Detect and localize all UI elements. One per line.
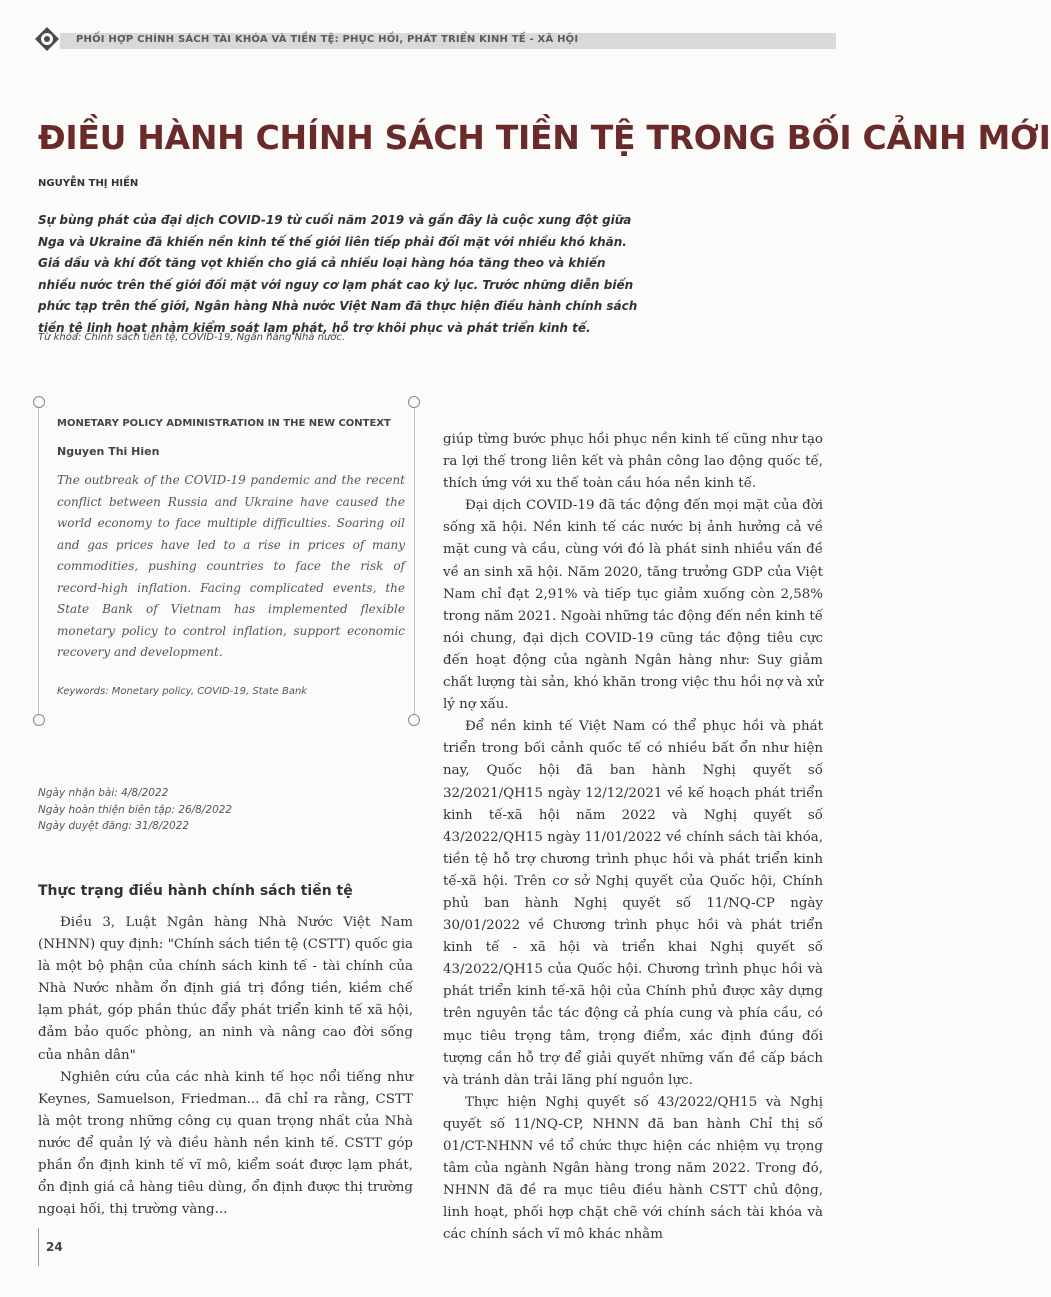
english-keywords: Keywords: Monetary policy, COVID-19, State Bank <box>57 686 308 697</box>
body-paragraph: Đại dịch COVID-19 đã tác động đến mọi mặt của đời sống xã hội. Nền kinh tế các nước bị ảnh hưởng cả về mặt cung và cầu, cùng với đó là phát sinh nhiều vấn đề về an sinh xã hội. Năm 2020, tăng trưởng GDP của Việt Nam chỉ đạt 2,91% và tiếp tục giảm xuống còn 2,58% trong năm 2021. Ngoài những tác động đến nền kinh tế nói chung, đại dịch COVID-19 cũng tác động tiêu cực đến hoạt động của ngành Ngân hàng như: Suy giảm chất lượng tài sản, khó khăn trong việc thu hồi nợ và xử lý nợ xấu. <box>443 498 823 713</box>
box-corner-ornament <box>408 714 420 726</box>
page-number: 24 <box>46 1240 63 1254</box>
body-paragraph: Thực hiện Nghị quyết số 43/2022/QH15 và Nghị quyết số 11/NQ-CP, NHNN đã ban hành Chỉ thị số 01/CT-NHNN về tổ chức thực hiện các nhiệm vụ trọng tâm của ngành Ngân hàng trong năm 2022. Trong đó, NHNN đã đề ra mục tiêu điều hành CSTT chủ động, linh hoạt, phối hợp chặt chẽ với chính sách tài khóa và các chính sách vĩ mô khác nhằm <box>443 1094 823 1243</box>
body-paragraph-continuation: giúp từng bước phục hồi phục nền kinh tế cũng như tạo ra lợi thế trong liên kết và phân công lao động quốc tế, thích ứng với xu thế toàn cầu hóa nền kinh tế. <box>443 432 823 492</box>
english-author: Nguyen Thi Hien <box>57 445 160 458</box>
section-heading: Thực trạng điều hành chính sách tiền tệ <box>38 883 353 899</box>
body-paragraph: Điều 3, Luật Ngân hàng Nhà Nước Việt Nam (NHNN) quy định: "Chính sách tiền tệ (CSTT) quốc gia là một bộ phận của chính sách kinh tế - tài chính của Nhà Nước nhằm ổn định giá trị đồng tiền, kiềm chế lạm phát, góp phần thúc đẩy phát triển kinh tế xã hội, đảm bảo quốc phòng, an ninh và nâng cao đời sống của nhân dân" <box>38 915 413 1063</box>
box-corner-ornament <box>408 396 420 408</box>
body-paragraph: Để nền kinh tế Việt Nam có thể phục hồi và phát triển trong bối cảnh quốc tế có nhiều bất ổn như hiện nay, Quốc hội đã ban hành Nghị quyết số 32/2021/QH15 ngày 12/12/2021 về kế hoạch phát triển kinh tế-xã hội năm 2022 và Nghị quyết số 43/2022/QH15 ngày 11/01/2022 về chính sách tài khóa, tiền tệ hỗ trợ chương trình phục hồi và phát triển kinh tế-xã hội. Trên cơ sở Nghị quyết của Quốc hội, Chính phủ ban hành Nghị quyết số 11/NQ-CP ngày 30/01/2022 về Chương trình phục hồi và phát triển kinh tế - xã hội và triển khai Nghị quyết số 43/2022/QH15 của Quốc hội. Chương trình phục hồi và phát triển kinh tế-xã hội của Chính phủ được xây dựng trên nguyên tắc tác động cả phía cung và phía cầu, có mục tiêu trọng tâm, trọng điểm, xác định đúng đối tượng cần hỗ trợ để giải quyết những vấn đề cấp bách và tránh dàn trải lãng phí nguồn lực. <box>443 719 823 1088</box>
running-header <box>30 24 838 58</box>
english-abstract: The outbreak of the COVID-19 pandemic and the recent conflict between Russia and Ukraine have caused the world economy to face multiple difficulties. Soaring oil and gas prices have led to a rise in prices of many commodities, pushing countries to face the risk of record-high inflation. Facing complicated events, the State Bank of Vietnam has implemented flexible monetary policy to control inflation, support economic recovery and development. <box>57 473 405 659</box>
box-corner-ornament <box>33 714 45 726</box>
footer-rule <box>38 1228 39 1266</box>
article-author: NGUYỄN THỊ HIỀN <box>38 178 139 189</box>
box-corner-ornament <box>33 396 45 408</box>
header-text: PHỐI HỢP CHÍNH SÁCH TÀI KHÓA VÀ TIỀN TỆ: PHỤC HỒI, PHÁT TRIỂN KINH TẾ - XÃ HỘI <box>76 34 579 45</box>
english-title: MONETARY POLICY ADMINISTRATION IN THE NEW CONTEXT <box>57 418 391 429</box>
body-paragraph: Nghiên cứu của các nhà kinh tế học nổi tiếng như Keynes, Samuelson, Friedman... đã chỉ ra rằng, CSTT là một trong những công cụ quan trọng nhất của Nhà nước để quản lý và điều hành nền kinh tế. CSTT góp phần ổn định kinh tế vĩ mô, kiểm soát được lạm phát, ổn định giá cả hàng tiêu dùng, ổn định được thị trường ngoại hối, thị trường vàng... <box>38 1069 413 1218</box>
date-revised: Ngày hoàn thiện biên tập: 26/8/2022 <box>38 803 233 816</box>
article-dates <box>38 785 232 835</box>
diamond-gear-icon <box>34 26 60 52</box>
date-approved: Ngày duyệt đăng: 31/8/2022 <box>38 820 190 832</box>
english-abstract-box <box>38 402 415 720</box>
right-column <box>443 429 823 1246</box>
article-title: ĐIỀU HÀNH CHÍNH SÁCH TIỀN TỆ TRONG BỐI CẢNH MỚI <box>38 118 1051 157</box>
left-column <box>38 912 413 1221</box>
date-received: Ngày nhận bài: 4/8/2022 <box>38 787 169 799</box>
article-keywords: Từ khóa: Chính sách tiền tệ, COVID-19, Ngân hàng Nhà nước. <box>38 332 346 343</box>
article-abstract: Sự bùng phát của đại dịch COVID-19 từ cuối năm 2019 và gần đây là cuộc xung đột giữa Nga và Ukraine đã khiến nền kinh tế thế giới liên tiếp phải đối mặt với nhiều khó khăn. Giá dầu và khí đốt tăng vọt khiến cho giá cả nhiều loại hàng hóa tăng theo và khiến nhiều nước trên thế giới đối mặt với nguy cơ lạm phát cao kỷ lục. Trước những diễn biến phức tạp trên thế giới, Ngân hàng Nhà nước Việt Nam đã thực hiện điều hành chính sách tiền tệ linh hoạt nhằm kiểm soát lạm phát, hỗ trợ khôi phục và phát triển kinh tế. <box>38 213 638 335</box>
